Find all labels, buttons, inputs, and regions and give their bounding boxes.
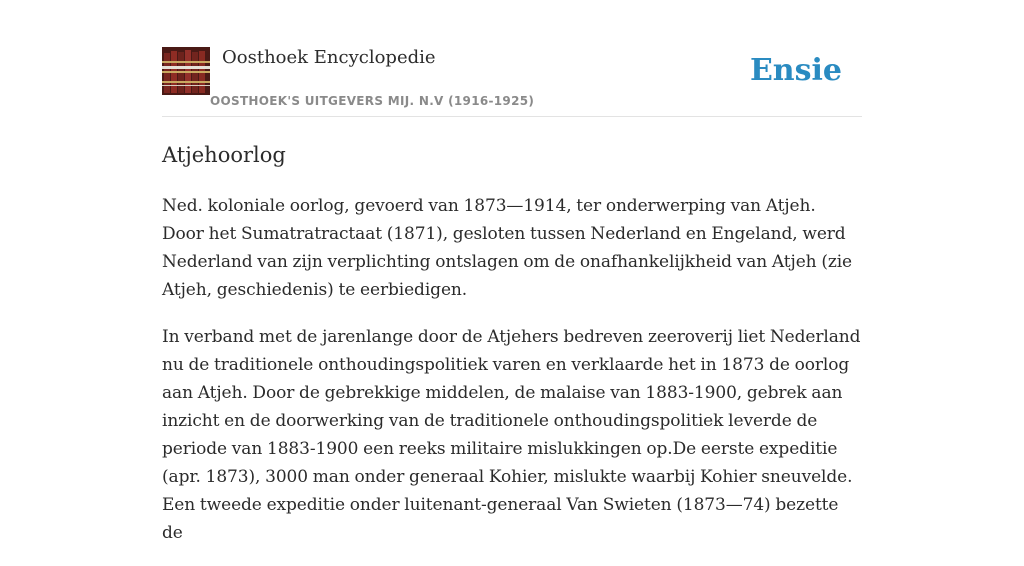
source-header [162,46,862,117]
avatar[interactable] [162,47,210,95]
article-body [162,192,862,566]
brand-logo[interactable]: Ensie [749,53,842,88]
article-title: Atjehoorlog [162,143,286,167]
source-title[interactable]: Oosthoek Encyclopedie [222,47,436,68]
source-subtitle: OOSTHOEK'S UITGEVERS MIJ. N.V (1916-1925) [210,94,535,108]
encyclopedia-books-icon [162,47,210,95]
article-paragraph: In verband met de jarenlange door de Atjehers bedreven zeeroverij liet Nederland nu de traditionele onthoudingspolitiek varen en verklaarde het in 1873 de oorlog aan Atjeh. Door de gebrekkige middelen, de malaise van 1883-1900, gebrek aan inzicht en de doorwerking van de traditionele onthoudingspolitiek leverde de periode van 1883-1900 een reeks militaire mislukkingen op.De eerste expeditie (apr. 1873), 3000 man onder generaal Kohier, mislukte waarbij Kohier sneuvelde. Een tweede expeditie onder luitenant-generaal Van Swieten (1873—74) bezette de [162,327,861,543]
article-paragraph: Ned. koloniale oorlog, gevoerd van 1873—1914, ter onderwerping van Atjeh. Door het Sumatratractaat (1871), gesloten tussen Nederland en Engeland, werd Nederland van zijn verplichting ontslagen om de onafhankelijkheid van Atjeh (zie Atjeh, geschiedenis) te eerbiedigen. [162,196,853,300]
